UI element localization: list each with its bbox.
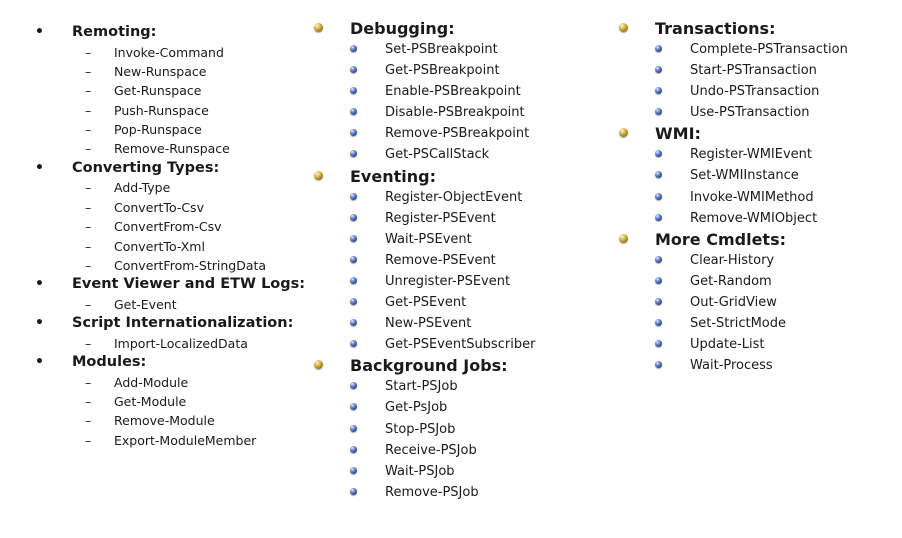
list-item (0, 373, 300, 392)
section-eventing (300, 166, 605, 356)
blue-bullet-icon (350, 129, 357, 136)
cmdlet-name: New-PSEvent (385, 316, 472, 332)
list-item (605, 81, 902, 102)
list-item (300, 334, 605, 355)
bullet-icon: • (35, 354, 44, 371)
dash-bullet-icon: – (85, 63, 92, 79)
cmdlet-name: Remove-WMIObject (690, 210, 818, 226)
blue-bullet-icon (655, 171, 662, 178)
list-item (605, 144, 902, 165)
gold-bullet-icon (619, 234, 628, 243)
list-item (0, 120, 300, 139)
section-title: Debugging: (350, 19, 455, 38)
list-item (300, 376, 605, 397)
cmdlet-name: Enable-PSBreakpoint (385, 84, 521, 100)
blue-bullet-icon (350, 488, 357, 495)
list-item (605, 208, 902, 229)
list-item (0, 392, 300, 411)
blue-bullet-icon (350, 45, 357, 52)
list-item (300, 313, 605, 334)
cmdlet-name: Register-ObjectEvent (385, 189, 523, 205)
list-item (605, 165, 902, 186)
cmdlet-name: Update-List (690, 337, 765, 353)
section-heading (605, 229, 902, 250)
blue-bullet-icon (350, 235, 357, 242)
list-item (0, 198, 300, 217)
list-item (300, 123, 605, 144)
section-debugging (300, 18, 605, 166)
blue-bullet-icon (350, 340, 357, 347)
dash-bullet-icon: – (85, 102, 92, 118)
section-heading (0, 314, 300, 334)
dash-bullet-icon: – (85, 180, 92, 196)
list-item (300, 144, 605, 165)
dash-bullet-icon: – (85, 374, 92, 390)
cmdlet-name: Wait-Process (690, 358, 773, 374)
blue-bullet-icon (350, 108, 357, 115)
cmdlet-name: Set-StrictMode (690, 316, 787, 332)
list-item (605, 334, 902, 355)
blue-bullet-icon (350, 87, 357, 94)
list-item (605, 60, 902, 81)
section-heading (605, 18, 902, 39)
blue-bullet-icon (655, 150, 662, 157)
dash-bullet-icon: – (85, 83, 92, 99)
section-event-viewer-and-etw-logs (0, 275, 306, 314)
bullet-icon: • (35, 159, 44, 176)
gold-bullet-icon (619, 23, 628, 32)
gold-bullet-icon (314, 360, 323, 369)
section-background-jobs (300, 355, 605, 503)
cmdlet-name: Invoke-WMIMethod (690, 189, 814, 205)
gold-bullet-icon (314, 171, 323, 180)
cmdlet-name: Add-Module (114, 374, 189, 390)
section-title: More Cmdlets: (655, 229, 786, 249)
blue-bullet-icon (655, 298, 662, 305)
bullet-icon: • (35, 24, 44, 40)
cmdlet-name: New-Runspace (114, 63, 207, 79)
section-title: Converting Types: (72, 159, 220, 176)
blue-bullet-icon (350, 256, 357, 263)
gold-bullet-icon (314, 23, 323, 32)
blue-bullet-icon (350, 425, 357, 432)
section-title: Remoting: (72, 24, 157, 40)
section-heading (300, 355, 605, 376)
blue-bullet-icon (655, 87, 662, 94)
list-item (300, 419, 605, 440)
dash-bullet-icon: – (85, 335, 92, 351)
section-heading (0, 159, 300, 179)
cmdlet-name: Complete-PSTransaction (690, 42, 848, 57)
section-title: Modules: (72, 354, 147, 371)
cmdlet-name: Get-PSCallStack (385, 147, 490, 163)
dash-bullet-icon: – (85, 257, 92, 273)
cmdlet-name: ConvertTo-Csv (114, 199, 204, 215)
cmdlet-name: Out-GridView (690, 294, 777, 310)
dash-bullet-icon: – (85, 199, 92, 215)
section-wmi (605, 123, 902, 228)
gold-bullet-icon (619, 128, 628, 137)
blue-bullet-icon (350, 467, 357, 474)
section-title: Event Viewer and ETW Logs: (72, 276, 306, 293)
cmdlet-name: Remove-Runspace (114, 141, 230, 157)
cmdlet-name: Add-Type (114, 180, 171, 196)
dash-bullet-icon: – (85, 219, 92, 235)
list-item (605, 355, 902, 376)
list-item (605, 39, 902, 60)
cmdlet-name: Remove-Module (114, 413, 215, 429)
column-3 (605, 18, 902, 376)
list-item (300, 461, 605, 482)
dash-bullet-icon: – (85, 44, 92, 60)
blue-bullet-icon (655, 108, 662, 115)
cmdlet-name: ConvertFrom-StringData (114, 257, 267, 273)
list-item (300, 208, 605, 229)
list-item (300, 39, 605, 60)
cmdlet-name: Get-Runspace (114, 83, 202, 99)
list-item (0, 295, 300, 314)
list-item (300, 250, 605, 271)
blue-bullet-icon (350, 319, 357, 326)
cmdlet-name: Remove-PSBreakpoint (385, 126, 530, 142)
cmdlet-name: ConvertFrom-Csv (114, 219, 222, 235)
cmdlet-name: Register-WMIEvent (690, 147, 813, 163)
blue-bullet-icon (655, 319, 662, 326)
bullet-icon: • (35, 315, 44, 332)
cmdlet-name: Push-Runspace (114, 102, 209, 118)
list-item (0, 43, 300, 62)
section-title: Eventing: (350, 166, 436, 186)
blue-bullet-icon (350, 193, 357, 200)
section-heading (0, 23, 300, 43)
dash-bullet-icon: – (85, 393, 92, 409)
cmdlet-name: Pop-Runspace (114, 122, 202, 138)
cmdlet-name: Invoke-Command (114, 44, 224, 60)
section-heading (0, 275, 306, 295)
section-title: Transactions: (655, 19, 776, 38)
list-item (0, 431, 300, 450)
dash-bullet-icon: – (85, 141, 92, 157)
list-item (300, 440, 605, 461)
list-item (300, 229, 605, 250)
blue-bullet-icon (655, 256, 662, 263)
cmdlet-name: Register-PSEvent (385, 210, 496, 226)
cmdlet-name: Set-PSBreakpoint (385, 42, 498, 57)
blue-bullet-icon (350, 214, 357, 221)
blue-bullet-icon (655, 361, 662, 368)
list-item (0, 101, 300, 120)
dash-bullet-icon: – (85, 238, 92, 254)
bullet-icon: • (35, 276, 44, 293)
list-item (300, 271, 605, 292)
list-item (300, 292, 605, 313)
blue-bullet-icon (655, 277, 662, 284)
list-item (605, 102, 902, 123)
cmdlet-name: Start-PSJob (385, 379, 458, 395)
section-more-cmdlets (605, 229, 902, 377)
dash-bullet-icon: – (85, 432, 92, 448)
cmdlet-name: Get-PSBreakpoint (385, 63, 500, 79)
section-transactions (605, 18, 902, 123)
cmdlet-name: Start-PSTransaction (690, 63, 817, 79)
cmdlet-name: Remove-PSJob (385, 484, 479, 500)
cmdlet-name: Disable-PSBreakpoint (385, 105, 525, 121)
cmdlet-name: Get-PSEventSubscriber (385, 337, 536, 353)
section-heading (300, 166, 605, 187)
list-item (0, 62, 300, 81)
cmdlet-name: Stop-PSJob (385, 421, 456, 437)
section-heading (300, 18, 605, 39)
blue-bullet-icon (350, 382, 357, 389)
list-item (300, 397, 605, 418)
section-title: Script Internationalization: (72, 315, 294, 332)
section-title: Background Jobs: (350, 356, 508, 376)
section-script-internationalization (0, 314, 300, 353)
cmdlet-name: Export-ModuleMember (114, 432, 257, 448)
cmdlet-name: Get-Random (690, 273, 772, 289)
list-item (0, 237, 300, 256)
dash-bullet-icon: – (85, 296, 92, 312)
blue-bullet-icon (655, 193, 662, 200)
blue-bullet-icon (350, 446, 357, 453)
section-converting-types (0, 159, 300, 275)
cmdlet-name: Get-Module (114, 393, 187, 409)
list-item (300, 482, 605, 503)
cmdlet-name: Wait-PSEvent (385, 231, 472, 247)
dash-bullet-icon: – (85, 413, 92, 429)
cmdlet-name: ConvertTo-Xml (114, 238, 205, 254)
list-item (300, 187, 605, 208)
blue-bullet-icon (350, 298, 357, 305)
section-title: WMI: (655, 124, 701, 144)
list-item (0, 256, 300, 275)
cmdlet-name: Use-PSTransaction (690, 105, 810, 121)
blue-bullet-icon (350, 277, 357, 284)
list-item (605, 271, 902, 292)
blue-bullet-icon (655, 214, 662, 221)
list-item (605, 292, 902, 313)
list-item (0, 81, 300, 100)
section-heading (605, 123, 902, 144)
cmdlet-name: Remove-PSEvent (385, 252, 496, 268)
cmdlet-name: Undo-PSTransaction (690, 84, 820, 100)
blue-bullet-icon (655, 66, 662, 73)
cmdlet-name: Get-Event (114, 296, 177, 312)
list-item (0, 334, 300, 353)
section-heading (0, 353, 300, 373)
cmdlet-name: Wait-PSJob (385, 463, 455, 479)
section-remoting (0, 23, 300, 159)
list-item (300, 81, 605, 102)
list-item (300, 102, 605, 123)
column-2 (300, 18, 605, 503)
cmdlet-name: Unregister-PSEvent (385, 273, 511, 289)
section-modules (0, 353, 300, 450)
cmdlet-name: Clear-History (690, 252, 775, 268)
blue-bullet-icon (350, 403, 357, 410)
cmdlet-name: Get-PsJob (385, 400, 448, 416)
cmdlet-name: Get-PSEvent (385, 295, 467, 311)
blue-bullet-icon (655, 45, 662, 52)
blue-bullet-icon (350, 66, 357, 73)
list-item (0, 139, 300, 158)
list-item (605, 250, 902, 271)
cmdlet-name: Receive-PSJob (385, 442, 477, 458)
list-item (0, 411, 300, 430)
list-item (605, 313, 902, 334)
list-item (0, 178, 300, 197)
list-item (605, 187, 902, 208)
column-1 (0, 23, 306, 450)
cmdlet-name: Import-LocalizedData (114, 335, 248, 351)
list-item (0, 217, 300, 236)
cmdlet-name: Set-WMIInstance (690, 168, 799, 184)
blue-bullet-icon (655, 340, 662, 347)
list-item (300, 60, 605, 81)
dash-bullet-icon: – (85, 122, 92, 138)
blue-bullet-icon (350, 150, 357, 157)
